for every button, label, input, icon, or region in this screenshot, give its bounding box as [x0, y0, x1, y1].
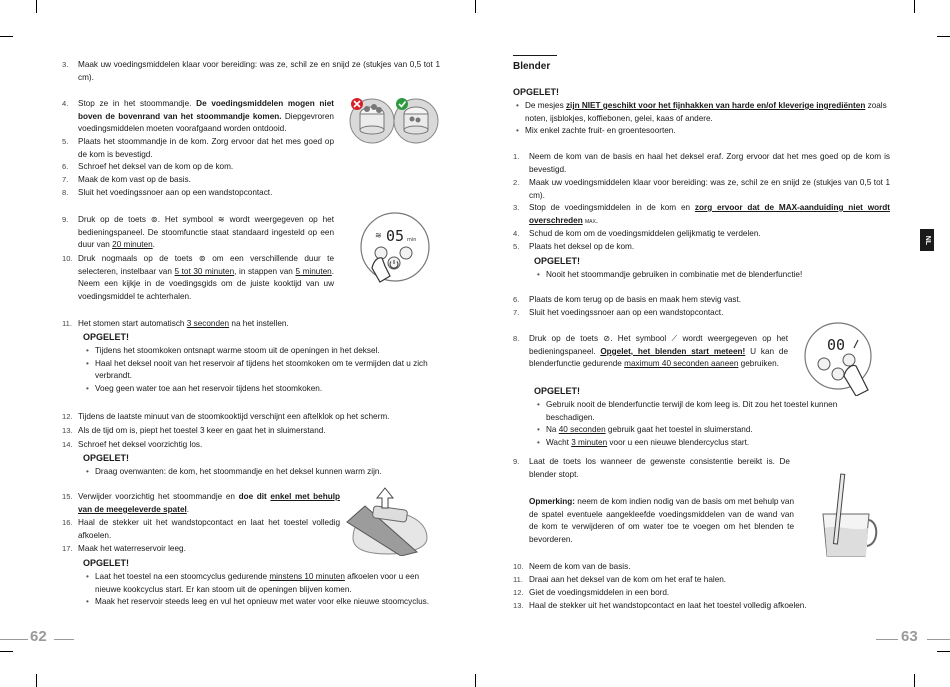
display-unit: min	[407, 237, 417, 243]
steam-button-icon: ⊚	[198, 254, 206, 263]
warning-title: OPGELET!	[513, 87, 560, 97]
page-number-rule	[876, 639, 898, 640]
max-mark-icon: MAX	[584, 218, 596, 225]
step-12: 12. Giet de voedingsmiddelen in een bord.	[513, 588, 670, 597]
step-9: 9. Druk op de toets ⊚. Het symbool ≋ wordt weergegeven op het bedieningspaneel. De stoomfunctie staat standaard ingesteld op een duur van 20 minuten.	[62, 215, 335, 250]
step-10: 10. Neem de kom van de basis.	[513, 562, 631, 571]
step-4: 4. Stop ze in het stoommandje. De voedingsmiddelen mogen niet boven de bovenrand van het stoommandje komen. Diepgevroren voedingsmiddelen moeten voorafgaand worden ontdooid.	[62, 99, 334, 134]
warning-title: OPGELET!	[83, 332, 130, 342]
page-number: 62	[30, 628, 47, 645]
warning-item: • Wacht 3 minuten voor u een nieuwe blendercyclus start.	[534, 437, 864, 450]
steam-button-icon	[375, 247, 387, 259]
spatula-basket-illustration	[343, 478, 439, 556]
steam-button-icon	[818, 358, 830, 370]
warning-item: • Maak het reservoir steeds leeg en vul het opnieuw met water voor elke nieuwe stoomcyclus.	[83, 596, 443, 609]
step-5: 5. Plaats het deksel op de kom.	[513, 242, 635, 251]
step-6: 6. Schroef het deksel van de kom op de kom.	[62, 162, 234, 171]
warning-2	[83, 452, 443, 479]
wrong-icon	[351, 98, 363, 110]
warning-1	[83, 331, 443, 396]
step-8: 8. Sluit het voedingssnoer aan op een wandstopcontact.	[62, 188, 273, 197]
step-11: 11. Het stomen start automatisch 3 seconden na het instellen.	[62, 319, 289, 328]
heading-rule	[513, 55, 557, 56]
display-digits: 05	[386, 227, 405, 245]
note: Opmerking: neem de kom indien nodig van de basis om met behulp van de spatel eventuele aangekleefde voedingsmiddelen van de wand van de kom te verwijderen of om water toe te voegen om het blenden te bevorderen.	[529, 497, 794, 545]
warning-item: • Nooit het stoommandje gebruiken in combinatie met de blenderfunctie!	[534, 269, 894, 282]
section-heading: Blender	[513, 61, 551, 72]
step-3: 3. Maak uw voedingsmiddelen klaar voor bereiding: was ze, schil ze en snijd ze (stukjes van 0,5 tot 1 cm).	[62, 60, 440, 82]
correct-icon	[396, 98, 408, 110]
warning-item: • Voeg geen water toe aan het reservoir tijdens het stoomkoken.	[83, 383, 443, 396]
step-1: 1. Neem de kom van de basis en haal het deksel eraf. Zorg ervoor dat het mes goed op de kom is bevestigd.	[513, 152, 890, 174]
warning-title: OPGELET!	[534, 386, 581, 396]
warning-3	[83, 557, 443, 609]
step-12: 12. Tijdens de laatste minuut van de stoomkooktijd verschijnt een aftelklok op het scherm.	[62, 412, 390, 421]
step-16: 16. Haal de stekker uit het wandstopcontact en laat het toestel volledig afkoelen.	[62, 518, 340, 540]
step-2: 2. Maak uw voedingsmiddelen klaar voor bereiding: was ze, schil ze en snijd ze (stukjes van 0,5 tot 1 cm).	[513, 178, 890, 200]
control-panel-illustration	[358, 210, 432, 284]
step-14: 14. Schroef het deksel voorzichtig los.	[62, 440, 203, 449]
warning-item: • Draag ovenwanten: de kom, het stoommandje en het deksel kunnen warm zijn.	[83, 466, 443, 479]
power-button-icon	[832, 368, 844, 380]
warning-2	[534, 385, 864, 450]
warning-item: • De mesjes zijn NIET geschikt voor het fijnhakken van harde en/of kleverige ingrediënten zoals noten, ijsblokjes, koffiebonen, gelei, kaas of andere.	[513, 100, 893, 125]
blender-jug-illustration	[815, 470, 879, 560]
warning-item: • Na 40 seconden gebruik gaat het toestel in sluimerstand.	[534, 424, 864, 437]
step-10: 10. Druk nogmaals op de toets ⊚ om een verschillende duur te selecteren, instelbaar van 5 tot 30 minuten, in stappen van 5 minuten. Neem een kijkje in de voedingsgids om de juiste kooktijd van uw voedingsmiddel te achterhalen.	[62, 254, 334, 302]
right-page	[475, 0, 950, 687]
step-5: 5. Plaats het stoommandje in de kom. Zorg ervoor dat het mes goed op de kom is bevestigd.	[62, 137, 334, 159]
warning-item: • Laat het toestel na een stoomcyclus gedurende minstens 10 minuten afkoelen voor u een nieuwe kookcyclus start. Er kan stoom uit de openingen blijven komen.	[83, 571, 443, 596]
blend-button-icon: ⊘	[603, 334, 611, 343]
page-number-rule	[927, 639, 950, 640]
display-digits: 00	[827, 336, 846, 354]
blend-button-icon	[843, 354, 855, 366]
warning-item: • Mix enkel zachte fruit- en groentesoorten.	[513, 125, 893, 138]
step-13: 13. Haal de stekker uit het wandstopcontact en laat het toestel volledig afkoelen.	[513, 601, 807, 610]
step-6: 6. Plaats de kom terug op de basis en maak hem stevig vast.	[513, 295, 742, 304]
warning-title: OPGELET!	[83, 558, 130, 568]
warning-item: • Tijdens het stoomkoken ontsnapt warme stoom uit de openingen in het deksel.	[83, 345, 443, 358]
arrow-up-icon	[377, 488, 393, 508]
step-11: 11. Draai aan het deksel van de kom om het eraf te halen.	[513, 575, 727, 584]
steam-button-icon: ⊚	[150, 215, 158, 224]
step-4: 4. Schud de kom om de voedingsmiddelen gelijkmatig te verdelen.	[513, 229, 761, 238]
steam-basket-illustration	[348, 94, 440, 148]
step-15: 15. Verwijder voorzichtig het stoommandje en doe dit enkel met behulp van de meegeleverde spatel.	[62, 492, 341, 514]
step-3: 3. Stop de voedingsmiddelen in de kom en zorg ervoor dat de MAX-aanduiding niet wordt overschreden MAX.	[513, 203, 890, 225]
steam-symbol-icon: ≋	[375, 231, 382, 240]
language-tab: NL	[920, 229, 934, 251]
step-7: 7. Maak de kom vast op de basis.	[62, 175, 191, 184]
page-number-rule	[0, 639, 28, 640]
steam-symbol-icon: ≋	[217, 215, 225, 224]
page-number: 63	[901, 628, 918, 645]
step-9: 9. Laat de toets los wanneer de gewenste consistentie bereikt is. De blender stopt.	[513, 457, 790, 479]
step-8: 8. Druk op de toets ⊘. Het symbool ⟋ wordt weergegeven op het bedieningspaneel. Opgelet, het blenden start meteen! U kan de blenderfunctie gedurende maximum 40 seconden aaneen gebruiken.	[513, 334, 788, 369]
blend-button-icon	[400, 247, 412, 259]
step-7: 7. Sluit het voedingssnoer aan op een wandstopcontact.	[513, 308, 724, 317]
blend-symbol-icon: ⟋	[671, 334, 678, 343]
page-number-rule	[54, 639, 74, 640]
warning-item: • Gebruik nooit de blenderfunctie terwijl de kom leeg is. Dit zou het toestel kunnen beschadigen.	[534, 399, 864, 424]
step-17: 17. Maak het waterreservoir leeg.	[62, 544, 186, 553]
step-13: 13. Als de tijd om is, piept het toestel 3 keer en gaat het in sluimerstand.	[62, 426, 326, 435]
warning-title: OPGELET!	[83, 453, 130, 463]
warning-item: • Haal het deksel nooit van het reservoir af tijdens het stoomkoken om te vermijden dat u zich verbrandt.	[83, 358, 443, 383]
warning-title: OPGELET!	[534, 256, 581, 266]
warning-0	[513, 86, 893, 138]
warning-1	[534, 255, 894, 282]
